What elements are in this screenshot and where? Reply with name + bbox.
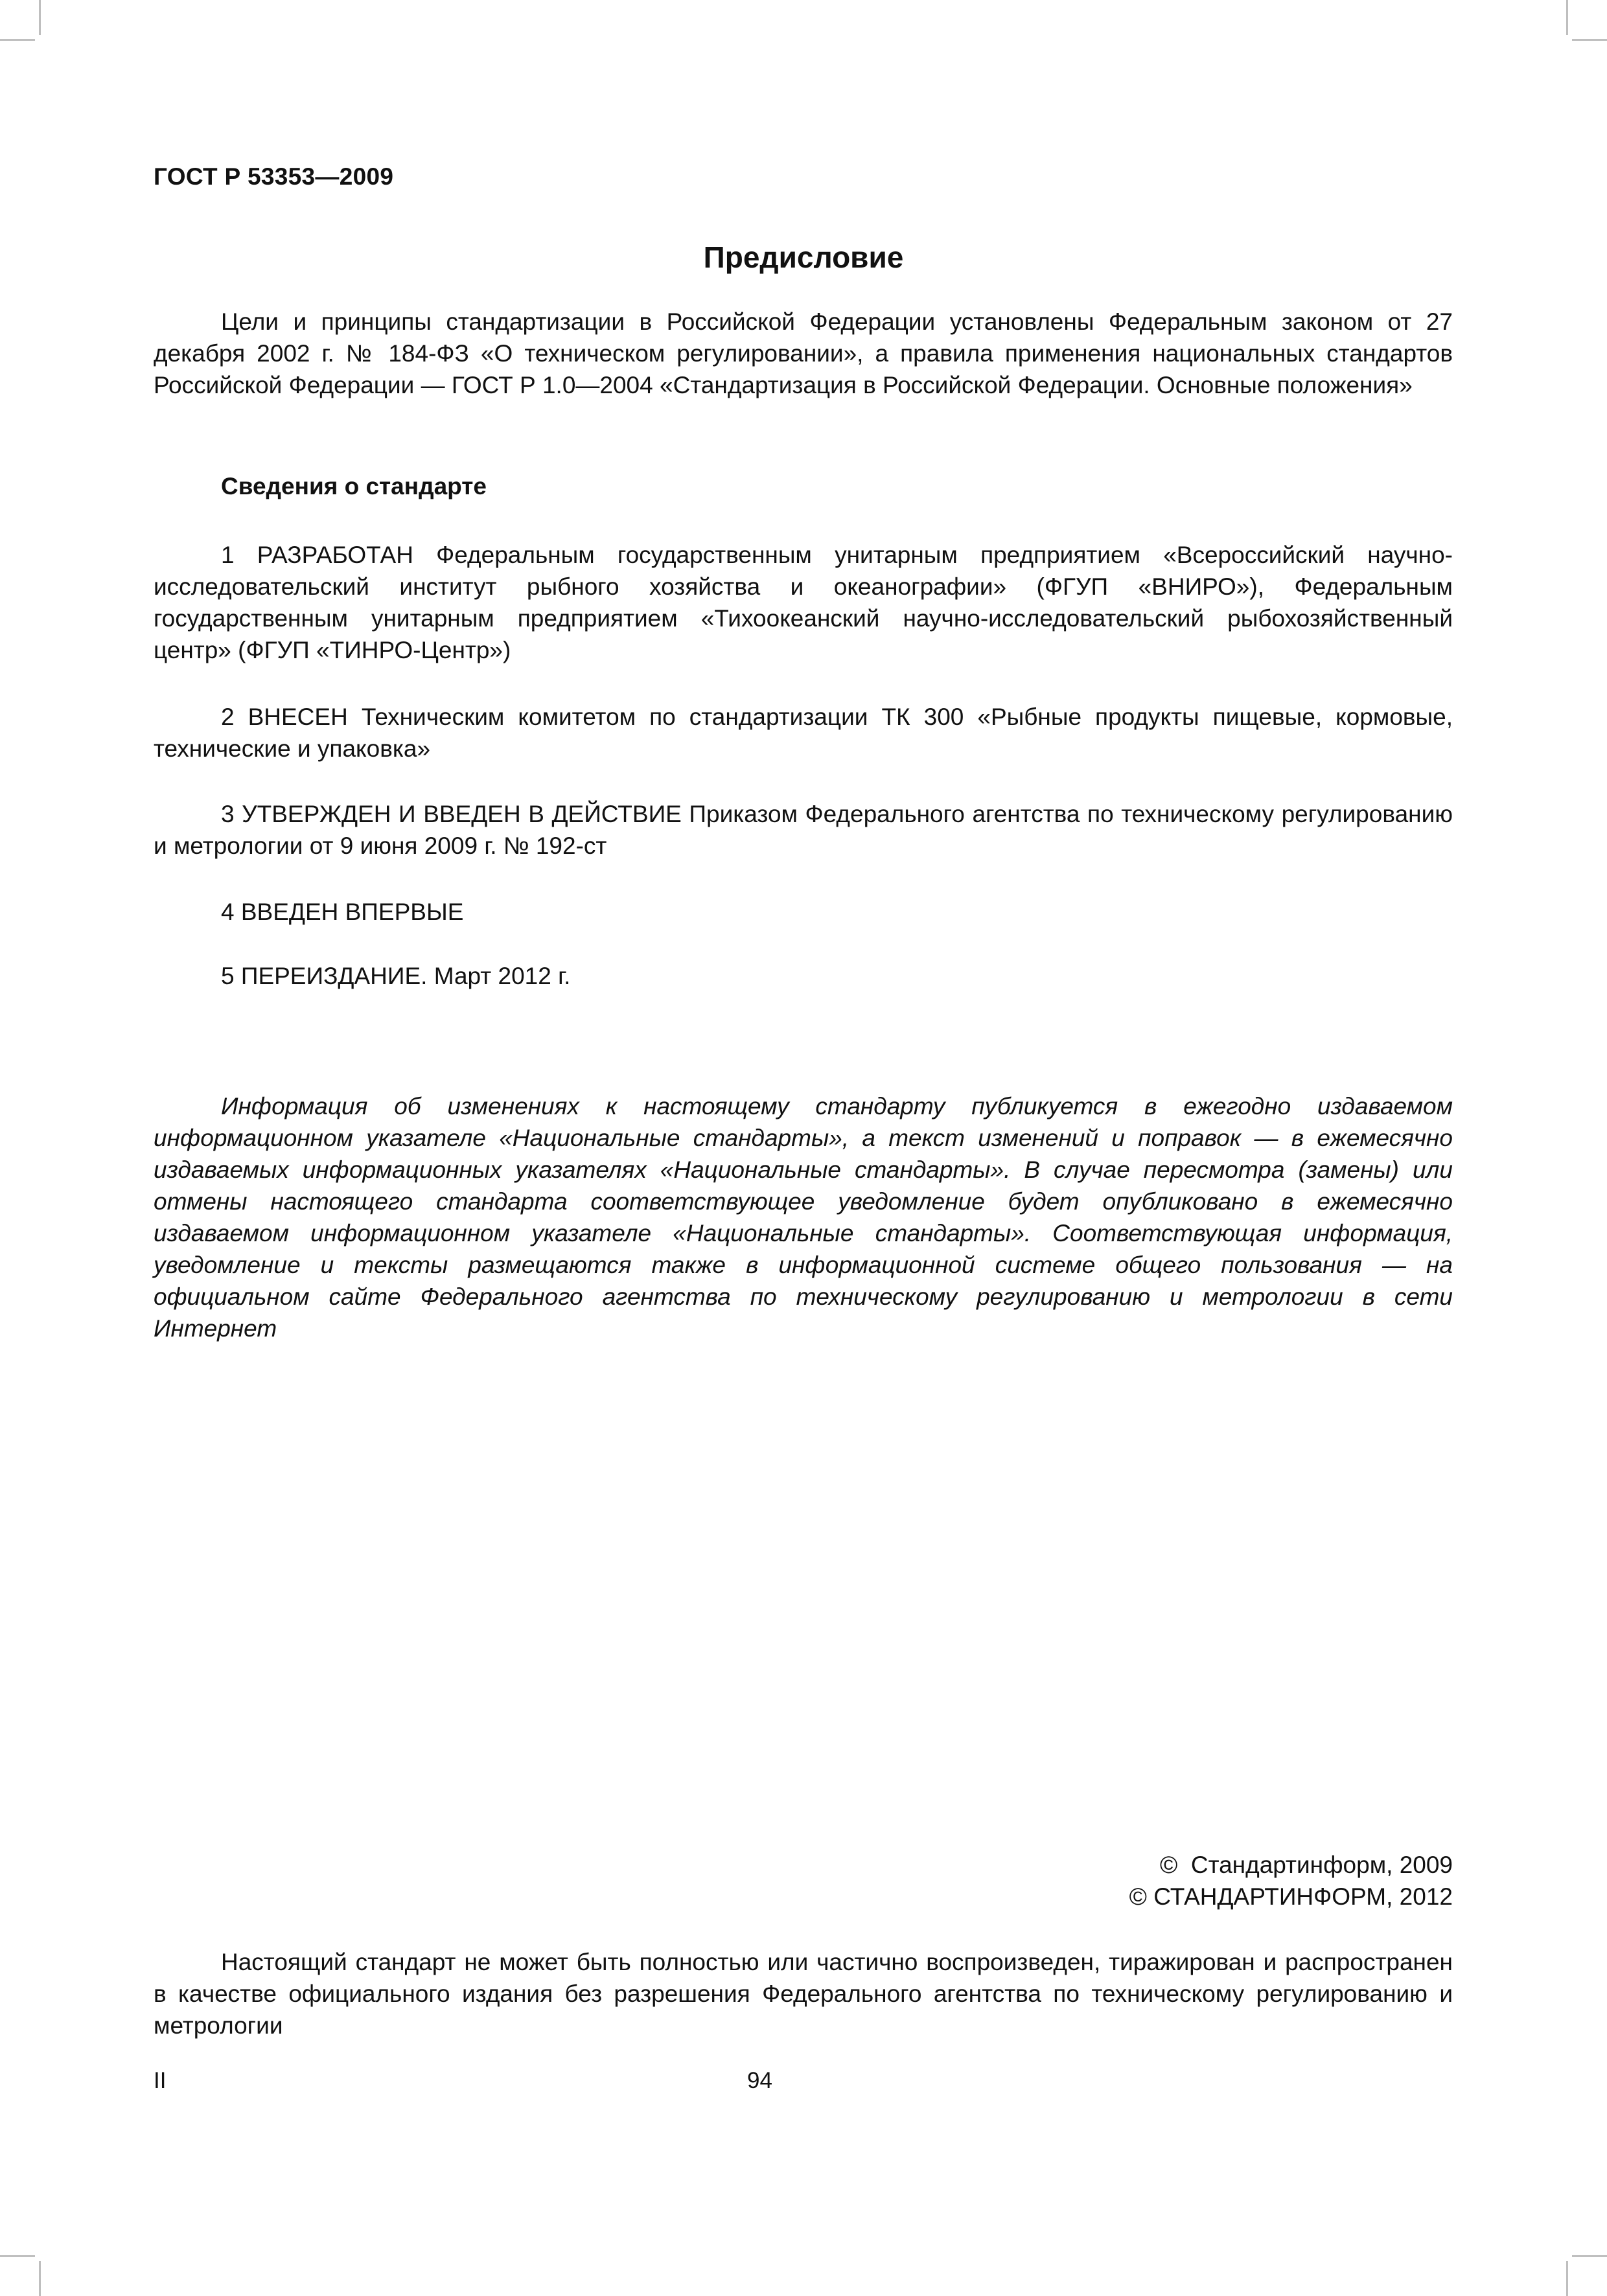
item-developed: 1 РАЗРАБОТАН Федеральным государственным унитарным предприятием «Всероссийский научно-исследовательский институт рыбного хозяйства и океанографии» (ФГУП «ВНИРО»), Федеральным государственным унитарным предприятием «Тихоокеанский научно-исследовательский рыбохозяйственный центр» (ФГУП «ТИНРО-Центр») bbox=[154, 542, 1453, 663]
crop-mark-top-left-h bbox=[0, 39, 35, 41]
changes-notice: Информация об изменениях к настоящему стандарту публикуется в ежегодно издаваемом информационном указателе «Национальные стандарты», а текст изменений и поправок — в ежемесячно издаваемых информационных указателях «Национальные стандарты». В случае пересмотра (замены) или отмены настоящего стандарта соответствующее уведомление будет опубликовано в ежемесячно издаваемом информационном указателе «Национальные стандарты». Соответствующая информация, уведомление и тексты размещаются также в информационной системе общего пользования — на официальном сайте Федерального агентства по техническому регулированию и метрологии в сети Интернет bbox=[154, 1093, 1453, 1342]
crop-mark-bottom-right bbox=[1566, 2261, 1568, 2296]
crop-mark-top-right bbox=[1566, 0, 1568, 35]
copyright-2009: © Стандартинформ, 2009 bbox=[1160, 1852, 1453, 1878]
item-approved: 3 УТВЕРЖДЕН И ВВЕДЕН В ДЕЙСТВИЕ Приказом Федерального агентства по техническому регулированию и метрологии от 9 июня 2009 г. № 192-ст bbox=[154, 801, 1453, 859]
crop-mark-bottom-right-h bbox=[1572, 2255, 1607, 2257]
crop-mark-bottom-left bbox=[39, 2261, 41, 2296]
page-number: 94 bbox=[747, 2068, 772, 2093]
intro-paragraph: Цели и принципы стандартизации в Российской Федерации установлены Федеральным законом от 27 декабря 2002 г. № 184-ФЗ «О техническом регулировании», а правила применения национальных стандартов Российской Федерации — ГОСТ Р 1.0—2004 «Стандартизация в Российской Федерации. Основные положения» bbox=[154, 308, 1453, 398]
standard-code: ГОСТ Р 53353—2009 bbox=[154, 163, 394, 190]
page-roman-numeral: II bbox=[154, 2068, 167, 2093]
item-submitted: 2 ВНЕСЕН Техническим комитетом по стандартизации ТК 300 «Рыбные продукты пищевые, кормовые, технические и упаковка» bbox=[154, 704, 1453, 762]
item-reissue: 5 ПЕРЕИЗДАНИЕ. Март 2012 г. bbox=[221, 963, 571, 989]
item-introduced: 4 ВВЕДЕН ВПЕРВЫЕ bbox=[221, 899, 464, 925]
page-title: Предисловие bbox=[703, 240, 904, 274]
crop-mark-top-right-h bbox=[1572, 39, 1607, 41]
copyright-2012: © СТАНДАРТИНФОРМ, 2012 bbox=[1129, 1883, 1453, 1910]
crop-mark-top-left bbox=[39, 0, 41, 35]
crop-mark-bottom-left-h bbox=[0, 2255, 35, 2257]
reproduction-notice: Настоящий стандарт не может быть полностью или частично воспроизведен, тиражирован и распространен в качестве официального издания без разрешения Федерального агентства по техническому регулированию и метрологии bbox=[154, 1949, 1453, 2039]
info-heading: Сведения о стандарте bbox=[221, 473, 487, 499]
